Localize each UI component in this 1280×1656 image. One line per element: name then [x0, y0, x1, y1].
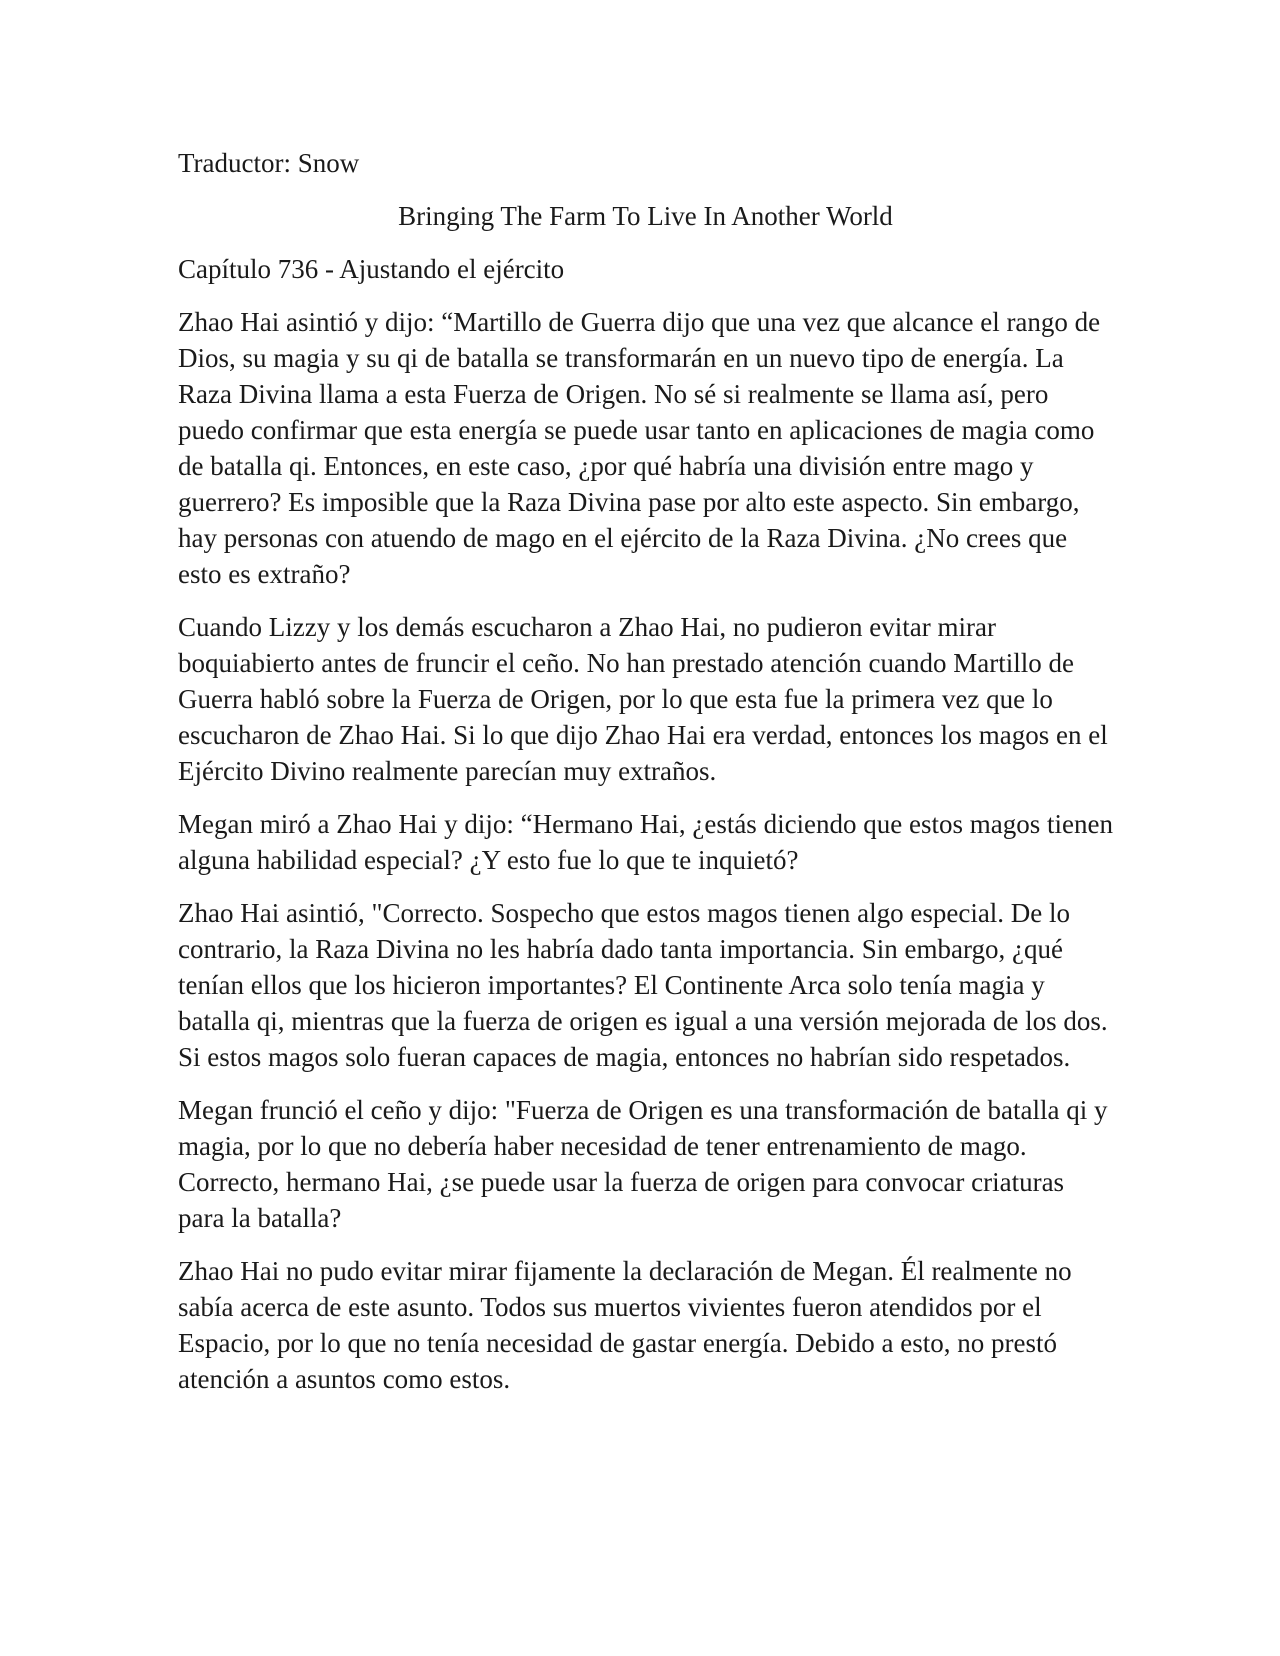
paragraph: Megan miró a Zhao Hai y dijo: “Hermano Hai, ¿estás diciendo que estos magos tienen alguna habilidad especial? ¿Y esto fue lo que te inquietó?	[178, 809, 1113, 875]
chapter-title: Capítulo 736 - Ajustando el ejército	[178, 254, 565, 284]
paragraph: Zhao Hai asintió y dijo: “Martillo de Guerra dijo que una vez que alcance el rango de Dios, su magia y su qi de batalla se transformarán en un nuevo tipo de energía. La Raza Divina llama a esta Fuerza de Origen. No sé si realmente se llama así, pero puedo confirmar que esta energía se puede usar tanto en aplicaciones de magia como de batalla qi. Entonces, en este caso, ¿por qué habría una división entre mago y guerrero? Es imposible que la Raza Divina pase por alto este aspecto. Sin embargo, hay personas con atuendo de mago en el ejército de la Raza Divina. ¿No crees que esto es extraño?	[178, 307, 1101, 589]
document-page	[178, 145, 1113, 1414]
translator-credit: Traductor: Snow	[178, 148, 360, 178]
paragraph: Zhao Hai no pudo evitar mirar fijamente la declaración de Megan. Él realmente no sabía acerca de este asunto. Todos sus muertos vivientes fueron atendidos por el Espacio, por lo que no tenía necesidad de gastar energía. Debido a esto, no prestó atención a asuntos como estos.	[178, 1256, 1072, 1394]
paragraph: Megan frunció el ceño y dijo: "Fuerza de Origen es una transformación de batalla qi y magia, por lo que no debería haber necesidad de tener entrenamiento de mago. Correcto, hermano Hai, ¿se puede usar la fuerza de origen para convocar criaturas para la batalla?	[178, 1095, 1108, 1233]
paragraph: Zhao Hai asintió, "Correcto. Sospecho que estos magos tienen algo especial. De lo contrario, la Raza Divina no les habría dado tanta importancia. Sin embargo, ¿qué tenían ellos que los hicieron importantes? El Continente Arca solo tenía magia y batalla qi, mientras que la fuerza de origen es igual a una versión mejorada de los dos. Si estos magos solo fueran capaces de magia, entonces no habrían sido respetados.	[178, 898, 1108, 1072]
book-title: Bringing The Farm To Live In Another World	[398, 201, 893, 231]
paragraph: Cuando Lizzy y los demás escucharon a Zhao Hai, no pudieron evitar mirar boquiabierto antes de fruncir el ceño. No han prestado atención cuando Martillo de Guerra habló sobre la Fuerza de Origen, por lo que esta fue la primera vez que lo escucharon de Zhao Hai. Si lo que dijo Zhao Hai era verdad, entonces los magos en el Ejército Divino realmente parecían muy extraños.	[178, 612, 1108, 786]
